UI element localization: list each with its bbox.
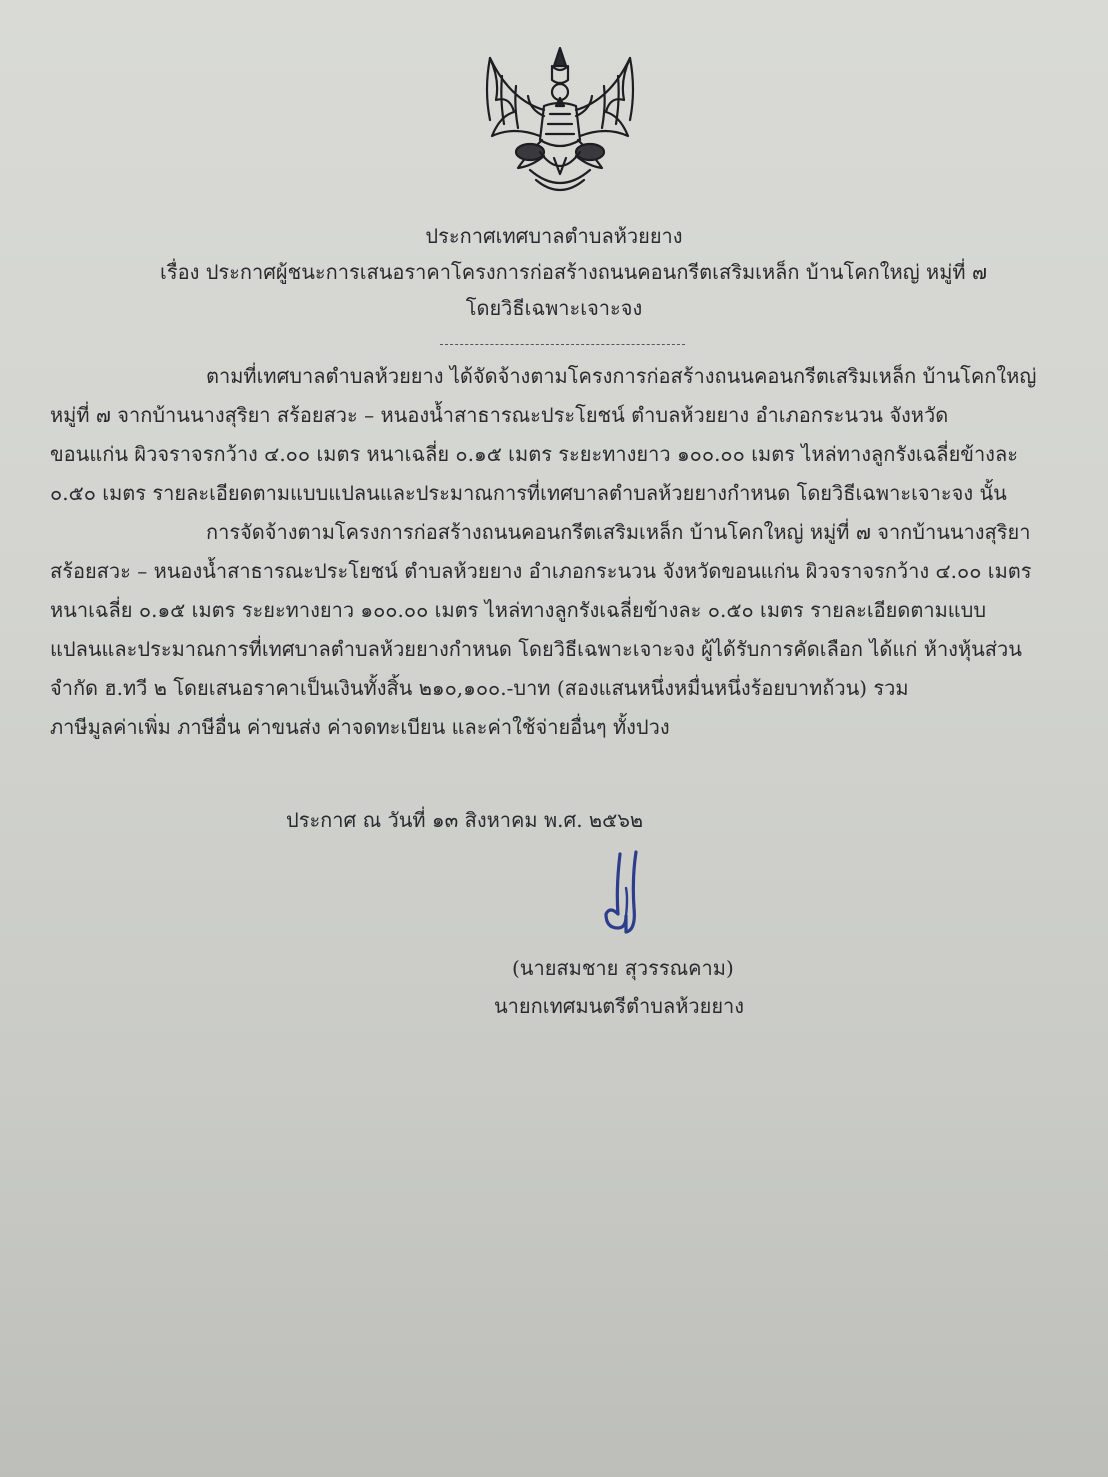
body-line: หนาเฉลี่ย ๐.๑๕ เมตร ระยะทางยาว ๑๐๐.๐๐ เมตร ไหล่ทางลูกรังเฉลี่ยข้างละ ๐.๕๐ เมตร รายละเอียดตามแบบ — [50, 598, 987, 622]
announcement-subject: เรื่อง ประกาศผู้ชนะการเสนอราคาโครงการก่อสร้างถนนคอนกรีตเสริมเหล็ก บ้านโคกใหญ่ หมู่ที่ ๗ — [160, 260, 987, 284]
body-line: สร้อยสวะ – หนองน้ำสาธารณะประโยชน์ ตำบลห้วยยาง อำเภอกระนวน จังหวัดขอนแก่น ผิวจราจรกว้าง ๔.๐๐ เมตร — [50, 559, 1032, 583]
announcement-date: ประกาศ ณ วันที่ ๑๓ สิงหาคม พ.ศ. ๒๕๖๒ — [286, 808, 644, 832]
body-line: การจัดจ้างตามโครงการก่อสร้างถนนคอนกรีตเสริมเหล็ก บ้านโคกใหญ่ หมู่ที่ ๗ จากบ้านนางสุริยา — [206, 520, 1031, 544]
title-divider — [440, 344, 685, 345]
handwritten-signature — [596, 848, 656, 938]
procurement-method: โดยวิธีเฉพาะเจาะจง — [465, 296, 643, 320]
body-line: หมู่ที่ ๗ จากบ้านนางสุริยา สร้อยสวะ – หนองน้ำสาธารณะประโยชน์ ตำบลห้วยยาง อำเภอกระนวน จังหวัด — [50, 403, 949, 427]
signatory-position: นายกเทศมนตรีตำบลห้วยยาง — [494, 994, 745, 1018]
body-line: ขอนแก่น ผิวจราจรกว้าง ๔.๐๐ เมตร หนาเฉลี่ย ๐.๑๕ เมตร ระยะทางยาว ๑๐๐.๐๐ เมตร ไหล่ทางลูกรังเฉลี่ยข้างละ — [50, 442, 1018, 466]
garuda-emblem — [470, 40, 650, 200]
body-line: ภาษีมูลค่าเพิ่ม ภาษีอื่น ค่าขนส่ง ค่าจดทะเบียน และค่าใช้จ่ายอื่นๆ ทั้งปวง — [50, 715, 670, 739]
body-line: ตามที่เทศบาลตำบลห้วยยาง ได้จัดจ้างตามโครงการก่อสร้างถนนคอนกรีตเสริมเหล็ก บ้านโคกใหญ่ — [206, 364, 1037, 388]
body-line: ๐.๕๐ เมตร รายละเอียดตามแบบแปลนและประมาณการที่เทศบาลตำบลห้วยยางกำหนด โดยวิธีเฉพาะเจาะจง นั้น — [50, 481, 1007, 505]
signatory-name: (นายสมชาย สุวรรณคาม) — [512, 956, 734, 980]
announcement-title: ประกาศเทศบาลตำบลห้วยยาง — [425, 224, 683, 248]
body-line: จำกัด ฮ.ทวี ๒ โดยเสนอราคาเป็นเงินทั้งสิ้น ๒๑๐,๑๐๐.-บาท (สองแสนหนึ่งหมื่นหนึ่งร้อยบาทถ้วน) รวม — [50, 676, 909, 700]
body-line: แปลนและประมาณการที่เทศบาลตำบลห้วยยางกำหนด โดยวิธีเฉพาะเจาะจง ผู้ได้รับการคัดเลือก ได้แก่ ห้างหุ้นส่วน — [50, 637, 1022, 661]
